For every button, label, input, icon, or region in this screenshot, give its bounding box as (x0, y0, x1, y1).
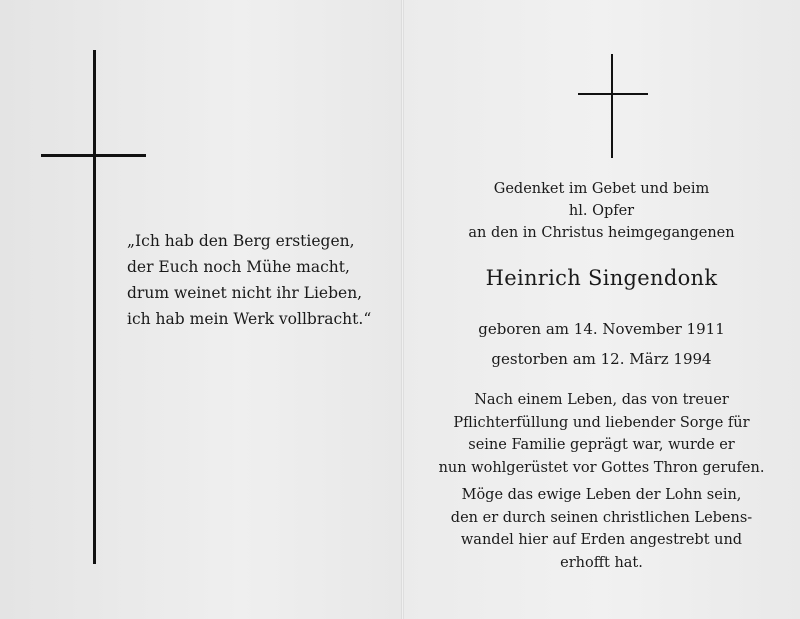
intro-line: Gedenket im Gebet und beim (493, 181, 710, 197)
prayer-text (403, 484, 800, 574)
life-dates (403, 314, 800, 374)
quote-line: ich hab mein Werk vollbracht.“ (127, 310, 372, 328)
tribute-line: seine Familie geprägt war, wurde er (468, 437, 735, 453)
intro-text (403, 178, 800, 244)
intro-line: an den in Christus heimgegangenen (468, 225, 735, 241)
intro-line: hl. Opfer (568, 203, 635, 219)
tribute-line: nun wohlgerüstet vor Gottes Thron gerufen. (438, 459, 765, 476)
tribute-text (403, 389, 800, 479)
deceased-name: Heinrich Singendonk (485, 266, 718, 290)
prayer-line: Möge das ewige Leben der Lohn sein, (461, 487, 742, 503)
death-date: gestorben am 12. März 1994 (491, 350, 712, 368)
prayer-line: wandel hier auf Erden angestrebt und (460, 532, 743, 548)
tribute-line: Pflichterfüllung und liebender Sorge für (453, 414, 750, 431)
memorial-quote (127, 228, 387, 332)
prayer-line: den er durch seinen christlichen Lebens- (450, 509, 753, 526)
birth-date: geboren am 14. November 1911 (478, 320, 725, 338)
quote-line: drum weinet nicht ihr Lieben, (127, 284, 363, 302)
quote-line: „Ich hab den Berg erstiegen, (127, 232, 355, 250)
quote-line: der Euch noch Mühe macht, (127, 258, 350, 276)
prayer-line: erhofft hat. (560, 554, 643, 571)
tribute-line: Nach einem Leben, das von treuer (474, 392, 729, 408)
